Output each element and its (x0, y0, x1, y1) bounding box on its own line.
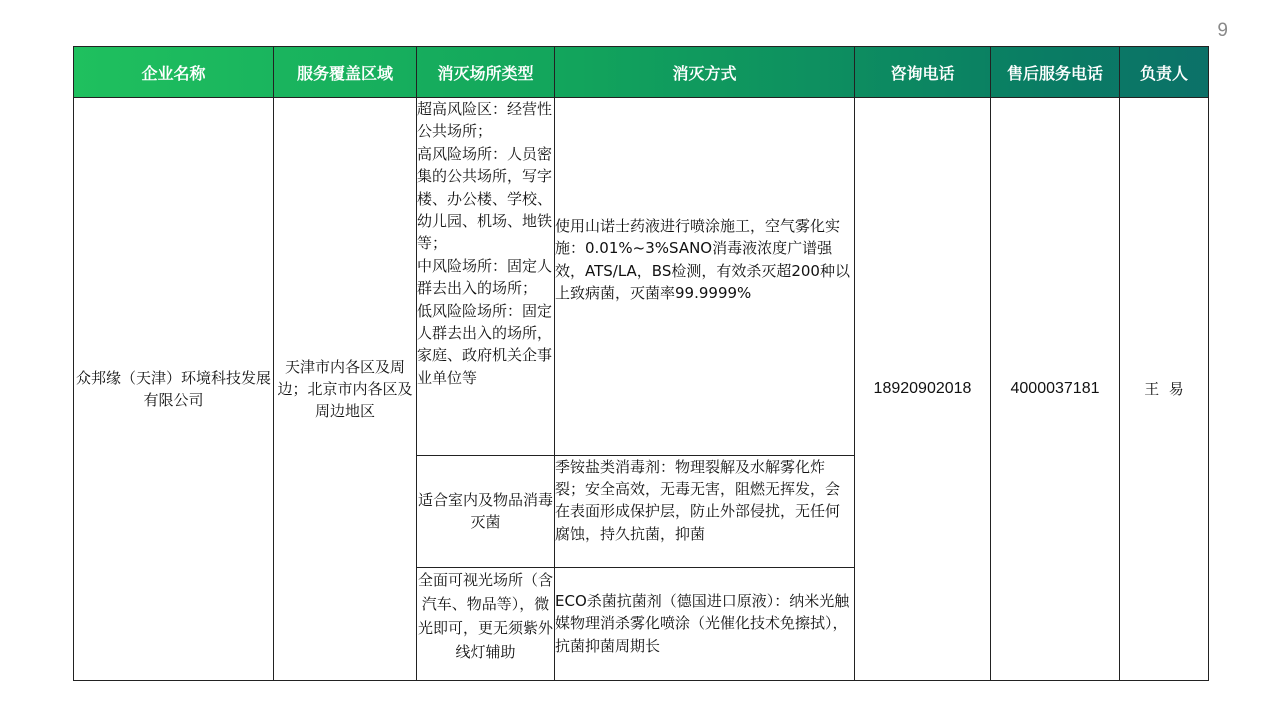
method-cell: 季铵盐类消毒剂：物理裂解及水解雾化炸裂；安全高效，无毒无害，阻燃无挥发，会在表面形成保护层，防止外部侵扰，无任何腐蚀，持久抗菌，抑菌 (555, 455, 855, 567)
place-type-cell: 全面可视光场所（含汽车、物品等），微光即可，更无须紫外线灯辅助 (417, 567, 555, 680)
consult-phone: 18920902018 (873, 380, 972, 397)
service-area-cell (274, 98, 417, 681)
manager-cell (1120, 98, 1209, 681)
manager-name: 王 易 (1144, 380, 1184, 398)
header-row (74, 47, 1209, 98)
company-name: 众邦缘（天津）环境科技发展有限公司 (75, 369, 271, 409)
header-area: 服务覆盖区域 (274, 47, 417, 98)
header-manager: 负责人 (1120, 47, 1209, 98)
header-consult-phone: 咨询电话 (855, 47, 991, 98)
header-method: 消灭方式 (555, 47, 855, 98)
company-table (73, 46, 1209, 681)
consult-phone-cell (855, 98, 991, 681)
company-name-cell (74, 98, 274, 681)
header-service-phone: 售后服务电话 (991, 47, 1120, 98)
method-cell: 使用山诺士药液进行喷涂施工，空气雾化实施：0.01%~3%SANO消毒液浓度广谱强效，ATS/LA，BS检测，有效杀灭超200种以上致病菌，灭菌率99.9999% (555, 98, 855, 456)
place-type-cell: 适合室内及物品消毒灭菌 (417, 455, 555, 567)
place-type-cell: 超高风险区：经营性公共场所； 高风险场所：人员密集的公共场所，写字楼、办公楼、学校、幼儿园、机场、地铁等； 中风险场所：固定人群去出入的场所； 低风险险场所：固定人群去出入的场所，家庭、政府机关企事业单位等 (417, 98, 555, 456)
service-phone: 4000037181 (1010, 380, 1100, 397)
table-row (74, 98, 1209, 456)
method-cell: ECO杀菌抗菌剂（德国进口原液）：纳米光触媒物理消杀雾化喷涂（光催化技术免擦拭），抗菌抑菌周期长 (555, 567, 855, 680)
header-place-type: 消灭场所类型 (417, 47, 555, 98)
header-company: 企业名称 (74, 47, 274, 98)
service-area: 天津市内各区及周边；北京市内各区及周边地区 (277, 358, 413, 420)
page-number: 9 (1217, 20, 1228, 41)
service-phone-cell (991, 98, 1120, 681)
